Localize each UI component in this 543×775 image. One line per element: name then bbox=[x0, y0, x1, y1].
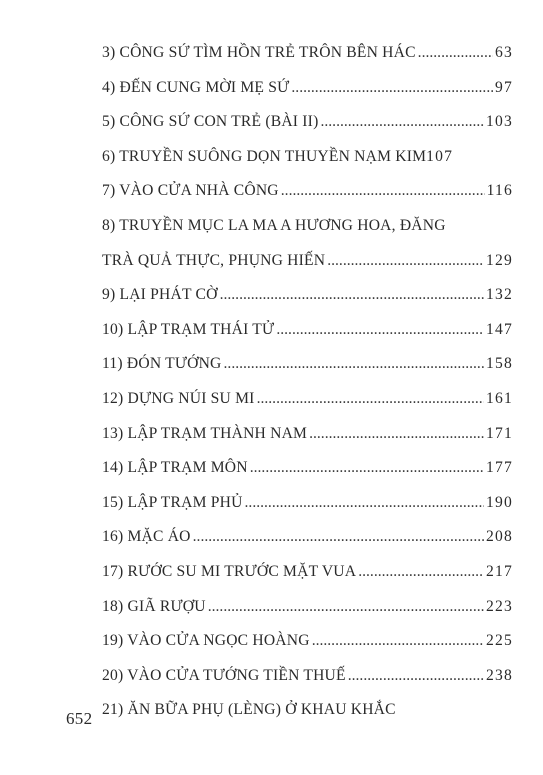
toc-entry-title: 13) LẬP TRẠM THÀNH NAM bbox=[102, 424, 308, 442]
dot-leader bbox=[245, 486, 484, 521]
toc-entry-title: 20) VÀO CỬA TƯỚNG TIỀN THUẾ bbox=[102, 666, 346, 684]
toc-entry bbox=[102, 105, 513, 140]
toc-entry-continued-title bbox=[102, 209, 513, 244]
toc-entry-continued-title bbox=[102, 693, 513, 728]
toc-entry-page: 132 bbox=[486, 286, 513, 304]
toc-entry bbox=[102, 590, 513, 625]
toc-entry bbox=[102, 313, 513, 348]
toc-entry-title: 21) ĂN BỮA PHỤ (LÈNG) Ở KHAU KHẮC bbox=[102, 701, 396, 719]
toc-entry-page: 190 bbox=[486, 493, 513, 511]
toc-entry-page: 158 bbox=[486, 355, 513, 373]
toc-entry-page: 97 bbox=[495, 78, 513, 96]
toc-entry-page: 171 bbox=[486, 424, 513, 442]
dot-leader bbox=[224, 347, 484, 382]
toc-entry-title: 5) CÔNG SỨ CON TRẺ (BÀI II) bbox=[102, 113, 319, 131]
dot-leader bbox=[193, 520, 484, 555]
toc-entry-page: 161 bbox=[486, 389, 513, 407]
toc-entry-title: 10) LẬP TRẠM THÁI TỬ bbox=[102, 320, 275, 338]
toc-entry-title: 15) LẬP TRẠM PHỦ bbox=[102, 493, 243, 511]
toc-entry bbox=[102, 659, 513, 694]
toc-entry bbox=[102, 71, 513, 106]
dot-leader bbox=[257, 382, 484, 417]
toc-entry-title: 9) LẠI PHÁT CỜ bbox=[102, 286, 218, 304]
table-of-contents bbox=[102, 36, 513, 728]
toc-entry-title: 7) VÀO CỬA NHÀ CÔNG bbox=[102, 182, 279, 200]
toc-entry-title: 14) LẬP TRẠM MÔN bbox=[102, 459, 248, 477]
toc-entry-page: 63 bbox=[495, 44, 513, 61]
toc-entry-title: 6) TRUYỀN SUÔNG DỌN THUYỀN NẠM KIM bbox=[102, 147, 427, 165]
toc-entry bbox=[102, 278, 513, 313]
dot-leader bbox=[208, 590, 484, 625]
dot-leader bbox=[309, 417, 484, 452]
toc-entry-page: 225 bbox=[486, 632, 513, 650]
toc-entry-title: 3) CÔNG SỨ TÌM HỒN TRẺ TRÔN BÊN HÁC bbox=[102, 44, 416, 61]
toc-entry bbox=[102, 486, 513, 521]
toc-entry-page: 217 bbox=[486, 562, 513, 580]
toc-entry bbox=[102, 417, 513, 452]
toc-entry bbox=[102, 244, 513, 279]
toc-entry bbox=[102, 555, 513, 590]
toc-entry-title: 4) ĐẾN CUNG MỜI MẸ SỨ bbox=[102, 78, 290, 96]
toc-entry-page: 223 bbox=[486, 597, 513, 615]
dot-leader bbox=[250, 451, 484, 486]
dot-leader bbox=[358, 555, 484, 590]
dot-leader bbox=[312, 624, 484, 659]
dot-leader bbox=[348, 659, 484, 694]
dot-leader bbox=[320, 105, 484, 140]
toc-entry-title: 16) MẶC ÁO bbox=[102, 528, 191, 546]
toc-entry bbox=[102, 347, 513, 382]
toc-entry bbox=[102, 140, 513, 175]
toc-entry-title: 17) RƯỚC SU MI TRƯỚC MẶT VUA bbox=[102, 562, 357, 580]
dot-leader bbox=[220, 278, 484, 313]
dot-leader bbox=[291, 71, 493, 106]
toc-entry-page: 103 bbox=[486, 113, 513, 131]
toc-entry bbox=[102, 36, 513, 71]
toc-entry-page: 129 bbox=[486, 251, 513, 269]
dot-leader bbox=[281, 174, 485, 209]
dot-leader bbox=[276, 313, 484, 348]
toc-entry-page: 208 bbox=[486, 528, 513, 546]
toc-entry-title: 11) ĐÓN TƯỚNG bbox=[102, 355, 222, 373]
toc-entry-title: TRÀ QUẢ THỰC, PHỤNG HIẾN bbox=[102, 251, 326, 269]
dot-leader bbox=[327, 244, 484, 279]
toc-entry bbox=[102, 382, 513, 417]
toc-entry-page: 116 bbox=[486, 182, 513, 200]
toc-entry-page: 177 bbox=[486, 459, 513, 477]
footer-page-number: 652 bbox=[66, 709, 93, 728]
toc-entry-page: 147 bbox=[486, 320, 513, 338]
toc-entry bbox=[102, 174, 513, 209]
toc-entry-title: 8) TRUYỀN MỤC LA MA A HƯƠNG HOA, ĐĂNG bbox=[102, 216, 446, 234]
toc-entry bbox=[102, 624, 513, 659]
toc-entry bbox=[102, 520, 513, 555]
toc-entry-title: 19) VÀO CỬA NGỌC HOÀNG bbox=[102, 632, 310, 650]
toc-entry-title: 18) GIÃ RƯỢU bbox=[102, 597, 206, 615]
toc-entry-title: 12) DỰNG NÚI SU MI bbox=[102, 389, 255, 407]
toc-entry bbox=[102, 451, 513, 486]
toc-entry-page: 107 bbox=[426, 147, 454, 165]
dot-leader bbox=[418, 36, 493, 71]
toc-entry-page: 238 bbox=[486, 666, 513, 684]
